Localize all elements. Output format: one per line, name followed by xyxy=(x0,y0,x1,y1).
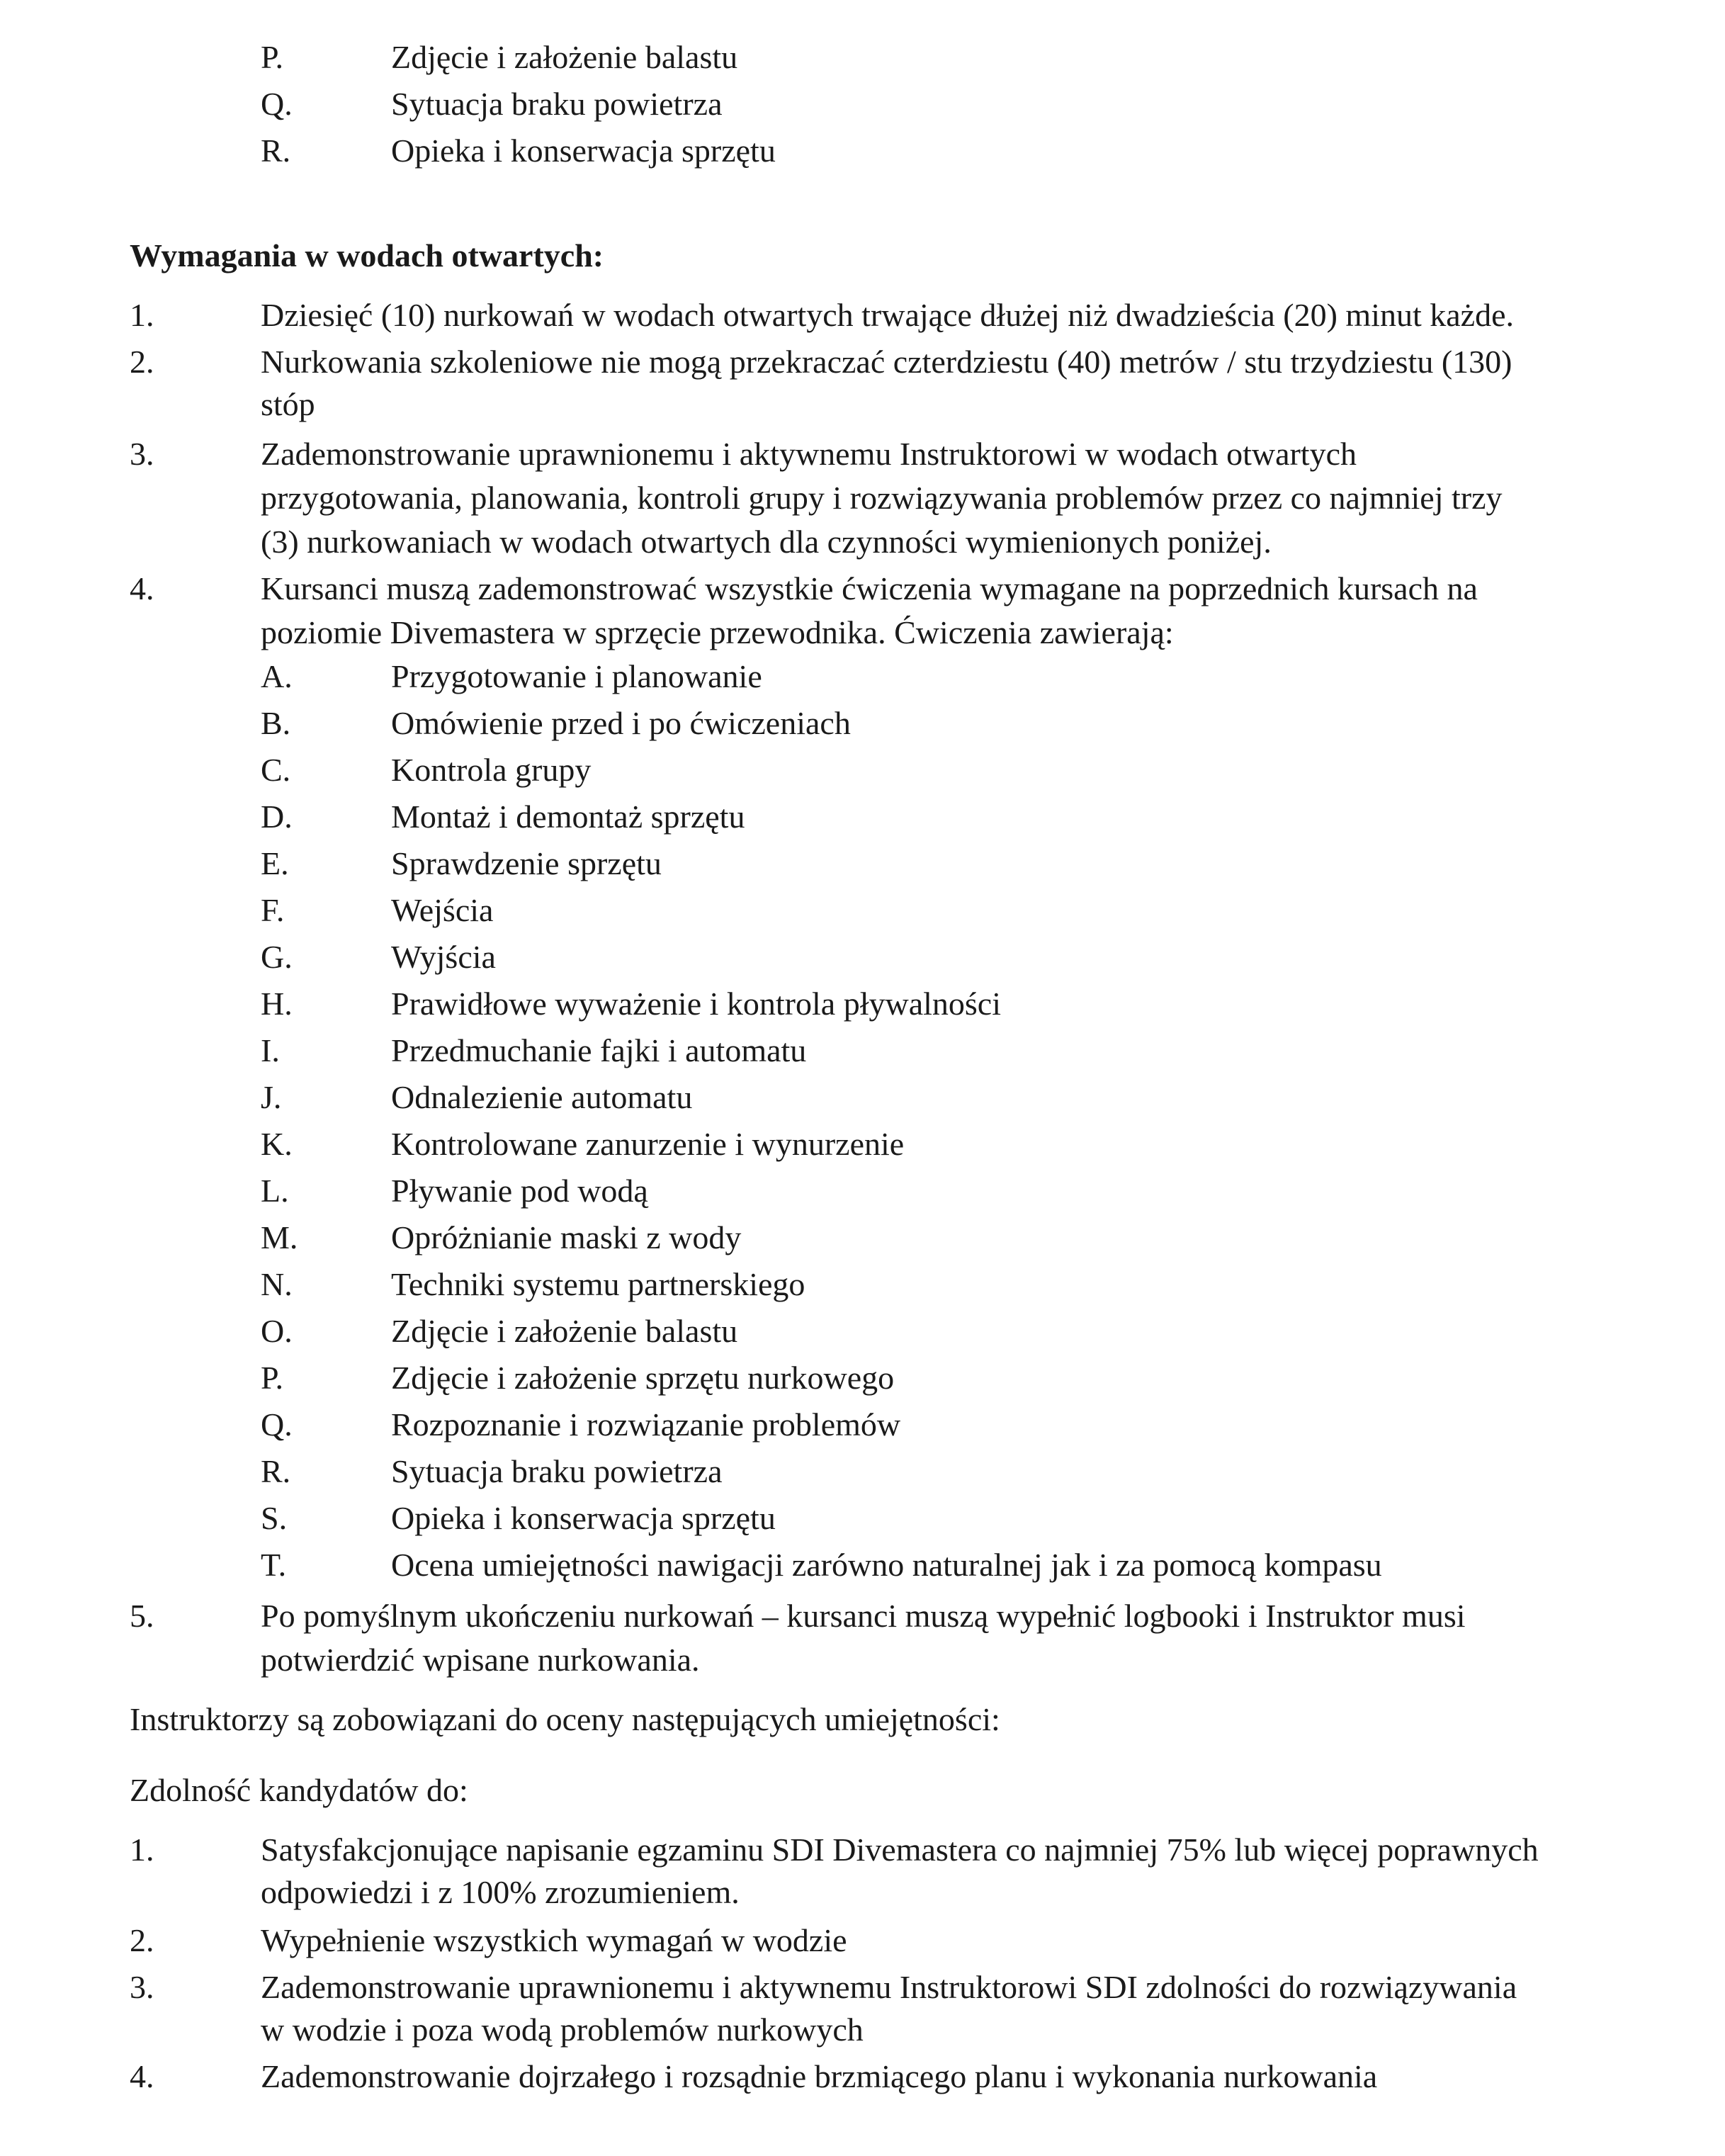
exercise-text: Prawidłowe wyważenie i kontrola pływalności xyxy=(391,986,1001,1022)
ability-text: Zademonstrowanie uprawnionemu i aktywnemu Instruktorowi SDI zdolności do rozwiązywania xyxy=(261,1969,1517,2005)
exercise-text: Wejścia xyxy=(391,892,494,928)
exercise-letter: K. xyxy=(261,1126,293,1162)
list-item-text: Sytuacja braku powietrza xyxy=(391,86,723,122)
exercise-letter: E. xyxy=(261,845,289,881)
ability-text: w wodzie i poza wodą problemów nurkowych xyxy=(261,2011,864,2048)
exercise-text: Pływanie pod wodą xyxy=(391,1173,648,1209)
ability-text: Wypełnienie wszystkich wymagań w wodzie xyxy=(261,1922,847,1958)
exercise-text: Odnalezienie automatu xyxy=(391,1079,693,1115)
item-text: Zademonstrowanie uprawnionemu i aktywnemu Instruktorowi w wodach otwartych xyxy=(261,436,1357,472)
ability-text: Zademonstrowanie dojrzałego i rozsądnie brzmiącego planu i wykonania nurkowania xyxy=(261,2058,1378,2094)
exercise-text: Kontrolowane zanurzenie i wynurzenie xyxy=(391,1126,905,1162)
exercise-text: Montaż i demontaż sprzętu xyxy=(391,798,745,835)
item-text: poziomie Divemastera w sprzęcie przewodnika. Ćwiczenia zawierają: xyxy=(261,614,1174,650)
exercise-letter: C. xyxy=(261,752,291,788)
ability-text: Satysfakcjonujące napisanie egzaminu SDI Divemastera co najmniej 75% lub więcej poprawnych xyxy=(261,1832,1539,1868)
ability-number: 3. xyxy=(130,1969,154,2005)
item-number: 1. xyxy=(130,297,154,333)
exercise-letter: F. xyxy=(261,892,285,928)
exercise-letter: P. xyxy=(261,1360,283,1396)
ability-paragraph: Zdolność kandydatów do: xyxy=(130,1772,468,1808)
list-item-text: Zdjęcie i założenie balastu xyxy=(391,39,738,75)
item-text: Dziesięć (10) nurkowań w wodach otwartych trwające dłużej niż dwadzieścia (20) minut każde. xyxy=(261,297,1515,333)
exercise-text: Techniki systemu partnerskiego xyxy=(391,1266,805,1302)
exercise-text: Kontrola grupy xyxy=(391,752,592,788)
exercise-letter: N. xyxy=(261,1266,293,1302)
section-heading: Wymagania w wodach otwartych: xyxy=(130,237,604,273)
ability-number: 1. xyxy=(130,1832,154,1868)
item-number: 5. xyxy=(130,1598,154,1634)
exercise-letter: J. xyxy=(261,1079,282,1115)
item-text: przygotowania, planowania, kontroli grupy i rozwiązywania problemów przez co najmniej trzy xyxy=(261,480,1503,516)
exercise-letter: Q. xyxy=(261,1406,293,1443)
list-item-letter: Q. xyxy=(261,86,293,122)
exercise-letter: A. xyxy=(261,658,293,694)
item-text: potwierdzić wpisane nurkowania. xyxy=(261,1642,700,1678)
exercise-letter: O. xyxy=(261,1313,293,1349)
exercise-letter: R. xyxy=(261,1453,291,1489)
exercise-letter: G. xyxy=(261,939,293,975)
item-text: (3) nurkowaniach w wodach otwartych dla czynności wymienionych poniżej. xyxy=(261,524,1272,560)
exercise-text: Rozpoznanie i rozwiązanie problemów xyxy=(391,1406,901,1443)
exercise-text: Zdjęcie i założenie balastu xyxy=(391,1313,738,1349)
exercise-letter: L. xyxy=(261,1173,289,1209)
exercise-text: Ocena umiejętności nawigacji zarówno naturalnej jak i za pomocą kompasu xyxy=(391,1547,1382,1583)
ability-text: odpowiedzi i z 100% zrozumieniem. xyxy=(261,1874,740,1910)
exercise-text: Przygotowanie i planowanie xyxy=(391,658,762,694)
list-item-letter: P. xyxy=(261,39,283,75)
exercise-text: Przedmuchanie fajki i automatu xyxy=(391,1032,807,1068)
exercise-letter: M. xyxy=(261,1219,298,1255)
exercise-letter: D. xyxy=(261,798,293,835)
item-text: Kursanci muszą zademonstrować wszystkie ćwiczenia wymagane na poprzednich kursach na xyxy=(261,570,1478,606)
instructors-paragraph: Instruktorzy są zobowiązani do oceny następujących umiejętności: xyxy=(130,1701,1000,1737)
exercise-text: Zdjęcie i założenie sprzętu nurkowego xyxy=(391,1360,895,1396)
item-text: stóp xyxy=(261,386,315,422)
exercise-text: Opróżnianie maski z wody xyxy=(391,1219,742,1255)
exercise-letter: I. xyxy=(261,1032,280,1068)
list-item-text: Opieka i konserwacja sprzętu xyxy=(391,132,776,169)
exercise-text: Wyjścia xyxy=(391,939,496,975)
exercise-text: Omówienie przed i po ćwiczeniach xyxy=(391,705,851,741)
exercise-letter: T. xyxy=(261,1547,287,1583)
exercise-letter: H. xyxy=(261,986,293,1022)
exercise-text: Opieka i konserwacja sprzętu xyxy=(391,1500,776,1536)
ability-number: 4. xyxy=(130,2058,154,2094)
list-item-letter: R. xyxy=(261,132,291,169)
item-number: 2. xyxy=(130,344,154,380)
ability-number: 2. xyxy=(130,1922,154,1958)
item-text: Po pomyślnym ukończeniu nurkowań – kursanci muszą wypełnić logbooki i Instruktor musi xyxy=(261,1598,1466,1634)
exercise-text: Sprawdzenie sprzętu xyxy=(391,845,662,881)
exercise-letter: S. xyxy=(261,1500,288,1536)
exercise-letter: B. xyxy=(261,705,291,741)
item-number: 3. xyxy=(130,436,154,472)
exercise-text: Sytuacja braku powietrza xyxy=(391,1453,723,1489)
item-number: 4. xyxy=(130,570,154,606)
item-text: Nurkowania szkoleniowe nie mogą przekraczać czterdziestu (40) metrów / stu trzydziestu (130) xyxy=(261,344,1512,380)
